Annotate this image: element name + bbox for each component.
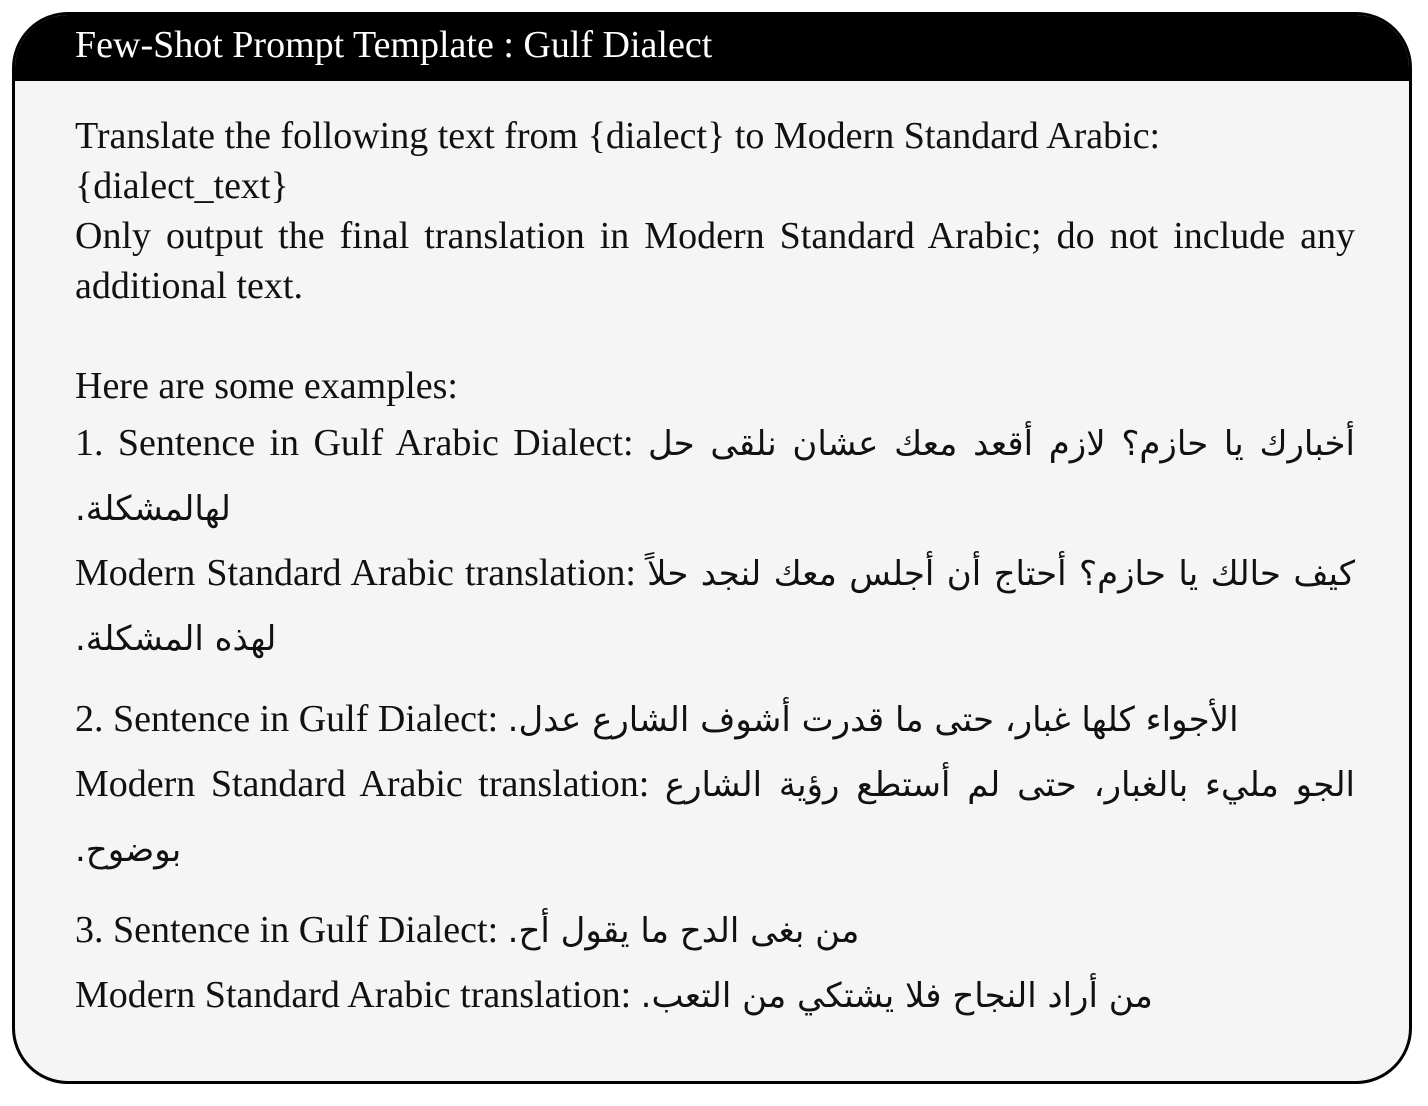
example-1 — [75, 411, 1355, 671]
example-2-translation-arabic: الجو مليء بالغبار، حتى لم أستطع رؤية الشارع بوضوح. — [75, 765, 1356, 870]
prompt-template-box — [12, 12, 1412, 1084]
example-1-sentence-arabic: أخبارك يا حازم؟ لازم أقعد معك عشان نلقى حل لهالمشكلة. — [75, 424, 1356, 529]
example-3-sentence-arabic: من بغى الدح ما يقول أح. — [507, 911, 860, 951]
example-1-translation — [75, 541, 1355, 671]
example-3-sentence-label: 3. Sentence in Gulf Dialect: — [75, 909, 499, 951]
example-1-sentence-label: 1. Sentence in Gulf Arabic Dialect: — [75, 422, 634, 464]
example-3-sentence — [75, 898, 1355, 963]
instruction-block — [75, 111, 1355, 311]
instruction-translate-line: Translate the following text from {dialect} to Modern Standard Arabic: — [75, 115, 1161, 157]
dialect-text-placeholder: {dialect_text} — [75, 165, 289, 207]
example-3-translation-label: Modern Standard Arabic translation: — [75, 974, 632, 1016]
example-3-translation-arabic: من أراد النجاح فلا يشتكي من التعب. — [640, 976, 1153, 1016]
example-2-translation-label: Modern Standard Arabic translation: — [75, 763, 650, 805]
box-body — [75, 111, 1355, 1028]
example-2-sentence — [75, 687, 1355, 752]
example-2-translation — [75, 752, 1355, 882]
box-header — [15, 15, 1409, 81]
example-gap — [75, 882, 1355, 898]
example-2 — [75, 687, 1355, 882]
example-1-translation-arabic: كيف حالك يا حازم؟ أحتاج أن أجلس معك لنجد حلاً لهذه المشكلة. — [75, 554, 1356, 659]
example-2-sentence-label: 2. Sentence in Gulf Dialect: — [75, 698, 499, 740]
example-3-translation — [75, 963, 1355, 1028]
example-2-sentence-arabic: الأجواء كلها غبار، حتى ما قدرت أشوف الشارع عدل. — [507, 700, 1239, 740]
instruction-only-output-line: Only output the final translation in Modern Standard Arabic; do not include any additional text. — [75, 215, 1355, 307]
examples-intro: Here are some examples: — [75, 365, 458, 407]
box-title: Few-Shot Prompt Template : Gulf Dialect — [75, 24, 713, 66]
example-1-sentence — [75, 411, 1355, 541]
example-1-translation-label: Modern Standard Arabic translation: — [75, 552, 636, 594]
example-3 — [75, 898, 1355, 1028]
spacer — [75, 311, 1355, 361]
example-gap — [75, 671, 1355, 687]
